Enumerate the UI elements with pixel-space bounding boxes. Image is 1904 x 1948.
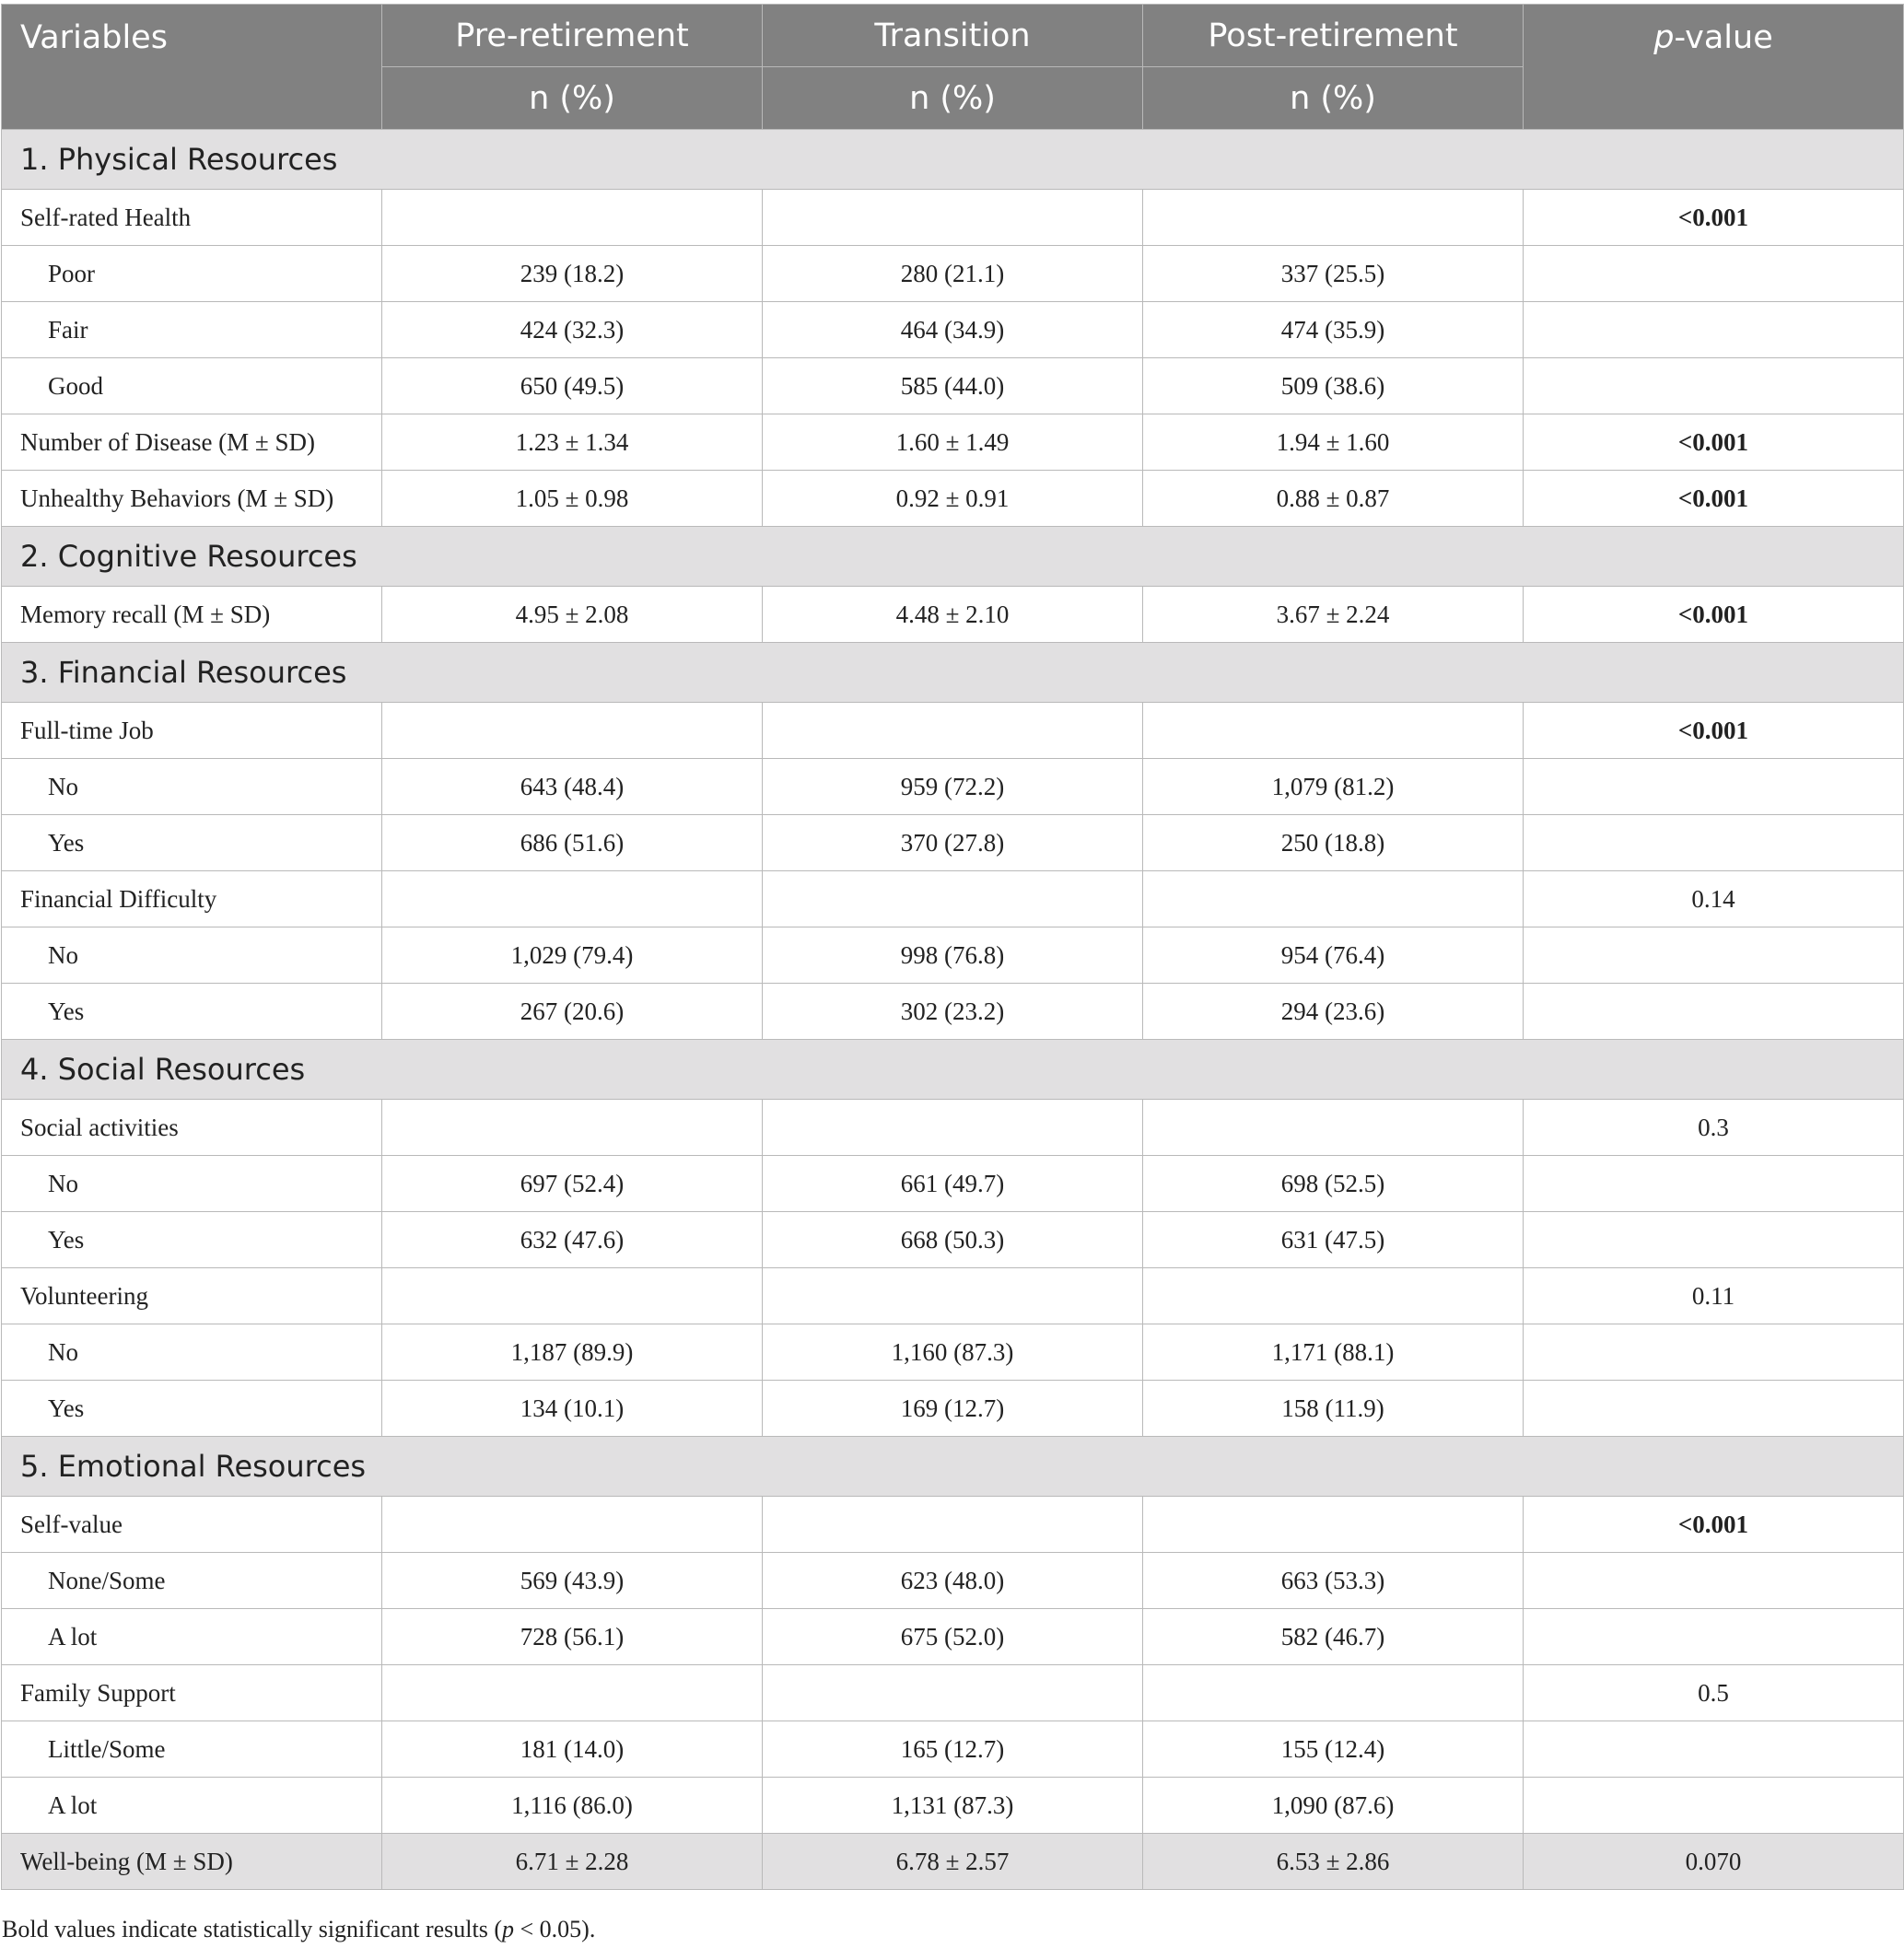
cell-transition	[763, 190, 1143, 246]
row-label: Volunteering	[2, 1268, 382, 1324]
row-label: A lot	[2, 1609, 382, 1665]
footnote-before: Bold values indicate statistically significant results (	[2, 1916, 502, 1942]
cell-transition: 165 (12.7)	[763, 1721, 1143, 1778]
cell-pre-retirement: 1.05 ± 0.98	[382, 471, 763, 527]
row-label: Good	[2, 358, 382, 414]
row-label: Number of Disease (M ± SD)	[2, 414, 382, 471]
section-title: 3. Financial Resources	[2, 643, 1904, 703]
cell-transition: 1.60 ± 1.49	[763, 414, 1143, 471]
cell-pre-retirement: 686 (51.6)	[382, 815, 763, 871]
table-row	[2, 1553, 1904, 1609]
header-post-retirement: Post-retirement	[1143, 5, 1524, 67]
cell-pre-retirement: 1,187 (89.9)	[382, 1324, 763, 1381]
cell-post-retirement: 954 (76.4)	[1143, 927, 1524, 984]
cell-pre-retirement: 267 (20.6)	[382, 984, 763, 1040]
row-label: Family Support	[2, 1665, 382, 1721]
row-label: Yes	[2, 1381, 382, 1437]
footnote-p: p	[502, 1916, 514, 1942]
table-row	[2, 1268, 1904, 1324]
cell-transition: 661 (49.7)	[763, 1156, 1143, 1212]
cell-post-retirement: 0.88 ± 0.87	[1143, 471, 1524, 527]
table-body	[2, 130, 1904, 1890]
p-value-suffix: -value	[1674, 19, 1773, 56]
table-row	[2, 1665, 1904, 1721]
cell-transition: 4.48 ± 2.10	[763, 587, 1143, 643]
cell-pre-retirement	[382, 190, 763, 246]
section-title: 5. Emotional Resources	[2, 1437, 1904, 1497]
row-label: Memory recall (M ± SD)	[2, 587, 382, 643]
row-label: Social activities	[2, 1100, 382, 1156]
cell-transition: 675 (52.0)	[763, 1609, 1143, 1665]
cell-post-retirement: 337 (25.5)	[1143, 246, 1524, 302]
row-label: No	[2, 1156, 382, 1212]
cell-post-retirement: 509 (38.6)	[1143, 358, 1524, 414]
header-pre-retirement: Pre-retirement	[382, 5, 763, 67]
row-label: Financial Difficulty	[2, 871, 382, 927]
cell-post-retirement: 698 (52.5)	[1143, 1156, 1524, 1212]
cell-post-retirement	[1143, 1665, 1524, 1721]
cell-pre-retirement	[382, 871, 763, 927]
header-n-pct-pre: n (%)	[382, 67, 763, 130]
cell-p-value: 0.11	[1524, 1268, 1904, 1324]
cell-post-retirement: 1,079 (81.2)	[1143, 759, 1524, 815]
cell-post-retirement: 1,090 (87.6)	[1143, 1778, 1524, 1834]
row-label: Yes	[2, 815, 382, 871]
cell-p-value	[1524, 1609, 1904, 1665]
table-header	[2, 5, 1904, 130]
cell-transition: 959 (72.2)	[763, 759, 1143, 815]
table-row	[2, 190, 1904, 246]
table-row	[2, 587, 1904, 643]
table-row	[2, 358, 1904, 414]
cell-transition: 1,131 (87.3)	[763, 1778, 1143, 1834]
cell-transition: 585 (44.0)	[763, 358, 1143, 414]
cell-p-value: 0.3	[1524, 1100, 1904, 1156]
table-row	[2, 1156, 1904, 1212]
cell-pre-retirement: 6.71 ± 2.28	[382, 1834, 763, 1890]
cell-pre-retirement: 1,116 (86.0)	[382, 1778, 763, 1834]
cell-p-value: <0.001	[1524, 190, 1904, 246]
cell-pre-retirement: 650 (49.5)	[382, 358, 763, 414]
section-title: 1. Physical Resources	[2, 130, 1904, 190]
cell-transition: 1,160 (87.3)	[763, 1324, 1143, 1381]
cell-transition: 998 (76.8)	[763, 927, 1143, 984]
cell-pre-retirement: 4.95 ± 2.08	[382, 587, 763, 643]
header-n-pct-transition: n (%)	[763, 67, 1143, 130]
cell-p-value: <0.001	[1524, 1497, 1904, 1553]
cell-pre-retirement: 643 (48.4)	[382, 759, 763, 815]
cell-transition: 0.92 ± 0.91	[763, 471, 1143, 527]
cell-post-retirement: 474 (35.9)	[1143, 302, 1524, 358]
table-row	[2, 246, 1904, 302]
table-row	[2, 414, 1904, 471]
cell-pre-retirement: 424 (32.3)	[382, 302, 763, 358]
section-row	[2, 1437, 1904, 1497]
header-variables: Variables	[2, 5, 382, 130]
row-label: Fair	[2, 302, 382, 358]
footnote	[2, 1916, 595, 1943]
row-label: No	[2, 1324, 382, 1381]
cell-pre-retirement: 1.23 ± 1.34	[382, 414, 763, 471]
section-row	[2, 527, 1904, 587]
cell-p-value	[1524, 246, 1904, 302]
table-row	[2, 703, 1904, 759]
cell-transition	[763, 1268, 1143, 1324]
cell-p-value	[1524, 815, 1904, 871]
cell-p-value	[1524, 1212, 1904, 1268]
cell-post-retirement: 158 (11.9)	[1143, 1381, 1524, 1437]
cell-post-retirement: 250 (18.8)	[1143, 815, 1524, 871]
table-row	[2, 1100, 1904, 1156]
p-italic: p	[1653, 19, 1675, 56]
row-label: Self-rated Health	[2, 190, 382, 246]
cell-p-value: <0.001	[1524, 414, 1904, 471]
row-label: A lot	[2, 1778, 382, 1834]
row-label: Yes	[2, 984, 382, 1040]
cell-post-retirement: 6.53 ± 2.86	[1143, 1834, 1524, 1890]
row-label: Full-time Job	[2, 703, 382, 759]
row-label: Well-being (M ± SD)	[2, 1834, 382, 1890]
cell-transition	[763, 1665, 1143, 1721]
cell-transition	[763, 1100, 1143, 1156]
cell-p-value: 0.5	[1524, 1665, 1904, 1721]
cell-p-value	[1524, 984, 1904, 1040]
cell-p-value: 0.14	[1524, 871, 1904, 927]
table-row	[2, 927, 1904, 984]
cell-pre-retirement: 239 (18.2)	[382, 246, 763, 302]
cell-pre-retirement	[382, 1665, 763, 1721]
table-row	[2, 471, 1904, 527]
cell-p-value: <0.001	[1524, 703, 1904, 759]
row-label: Self-value	[2, 1497, 382, 1553]
cell-post-retirement	[1143, 1100, 1524, 1156]
cell-p-value	[1524, 1156, 1904, 1212]
table-row	[2, 1381, 1904, 1437]
section-title: 2. Cognitive Resources	[2, 527, 1904, 587]
cell-pre-retirement	[382, 1497, 763, 1553]
table-row	[2, 1212, 1904, 1268]
row-label: Poor	[2, 246, 382, 302]
wellbeing-row	[2, 1834, 1904, 1890]
cell-post-retirement	[1143, 1497, 1524, 1553]
table-row	[2, 1497, 1904, 1553]
cell-pre-retirement: 569 (43.9)	[382, 1553, 763, 1609]
cell-pre-retirement: 728 (56.1)	[382, 1609, 763, 1665]
cell-transition	[763, 871, 1143, 927]
row-label: No	[2, 759, 382, 815]
cell-pre-retirement	[382, 703, 763, 759]
table-row	[2, 815, 1904, 871]
cell-p-value	[1524, 759, 1904, 815]
section-title: 4. Social Resources	[2, 1040, 1904, 1100]
section-row	[2, 643, 1904, 703]
resources-table	[1, 4, 1904, 1890]
cell-transition: 370 (27.8)	[763, 815, 1143, 871]
header-n-pct-post: n (%)	[1143, 67, 1524, 130]
cell-post-retirement: 663 (53.3)	[1143, 1553, 1524, 1609]
cell-pre-retirement	[382, 1100, 763, 1156]
table-row	[2, 302, 1904, 358]
cell-p-value: 0.070	[1524, 1834, 1904, 1890]
cell-pre-retirement	[382, 1268, 763, 1324]
table-row	[2, 984, 1904, 1040]
cell-transition: 623 (48.0)	[763, 1553, 1143, 1609]
section-row	[2, 130, 1904, 190]
cell-transition: 464 (34.9)	[763, 302, 1143, 358]
footnote-after: < 0.05).	[514, 1916, 596, 1942]
row-label: Little/Some	[2, 1721, 382, 1778]
cell-post-retirement: 582 (46.7)	[1143, 1609, 1524, 1665]
cell-post-retirement: 3.67 ± 2.24	[1143, 587, 1524, 643]
cell-post-retirement: 155 (12.4)	[1143, 1721, 1524, 1778]
cell-post-retirement: 1,171 (88.1)	[1143, 1324, 1524, 1381]
cell-p-value	[1524, 302, 1904, 358]
row-label: Unhealthy Behaviors (M ± SD)	[2, 471, 382, 527]
header-transition: Transition	[763, 5, 1143, 67]
cell-pre-retirement: 697 (52.4)	[382, 1156, 763, 1212]
cell-p-value	[1524, 1721, 1904, 1778]
header-p-value	[1524, 5, 1904, 130]
cell-post-retirement	[1143, 871, 1524, 927]
cell-post-retirement: 1.94 ± 1.60	[1143, 414, 1524, 471]
table-row	[2, 1609, 1904, 1665]
cell-transition: 169 (12.7)	[763, 1381, 1143, 1437]
cell-post-retirement: 631 (47.5)	[1143, 1212, 1524, 1268]
table-row	[2, 759, 1904, 815]
cell-pre-retirement: 134 (10.1)	[382, 1381, 763, 1437]
row-label: None/Some	[2, 1553, 382, 1609]
cell-p-value	[1524, 927, 1904, 984]
section-row	[2, 1040, 1904, 1100]
row-label: No	[2, 927, 382, 984]
table-row	[2, 871, 1904, 927]
cell-post-retirement	[1143, 190, 1524, 246]
cell-transition: 280 (21.1)	[763, 246, 1143, 302]
cell-post-retirement	[1143, 1268, 1524, 1324]
cell-p-value	[1524, 1324, 1904, 1381]
cell-pre-retirement: 181 (14.0)	[382, 1721, 763, 1778]
cell-p-value	[1524, 1553, 1904, 1609]
cell-p-value: <0.001	[1524, 587, 1904, 643]
row-label: Yes	[2, 1212, 382, 1268]
cell-p-value	[1524, 1381, 1904, 1437]
cell-p-value	[1524, 358, 1904, 414]
cell-pre-retirement: 632 (47.6)	[382, 1212, 763, 1268]
cell-transition: 668 (50.3)	[763, 1212, 1143, 1268]
cell-transition: 6.78 ± 2.57	[763, 1834, 1143, 1890]
cell-p-value: <0.001	[1524, 471, 1904, 527]
table-row	[2, 1778, 1904, 1834]
cell-post-retirement: 294 (23.6)	[1143, 984, 1524, 1040]
table-row	[2, 1324, 1904, 1381]
cell-p-value	[1524, 1778, 1904, 1834]
cell-transition	[763, 703, 1143, 759]
cell-transition: 302 (23.2)	[763, 984, 1143, 1040]
cell-post-retirement	[1143, 703, 1524, 759]
table-row	[2, 1721, 1904, 1778]
cell-transition	[763, 1497, 1143, 1553]
cell-pre-retirement: 1,029 (79.4)	[382, 927, 763, 984]
